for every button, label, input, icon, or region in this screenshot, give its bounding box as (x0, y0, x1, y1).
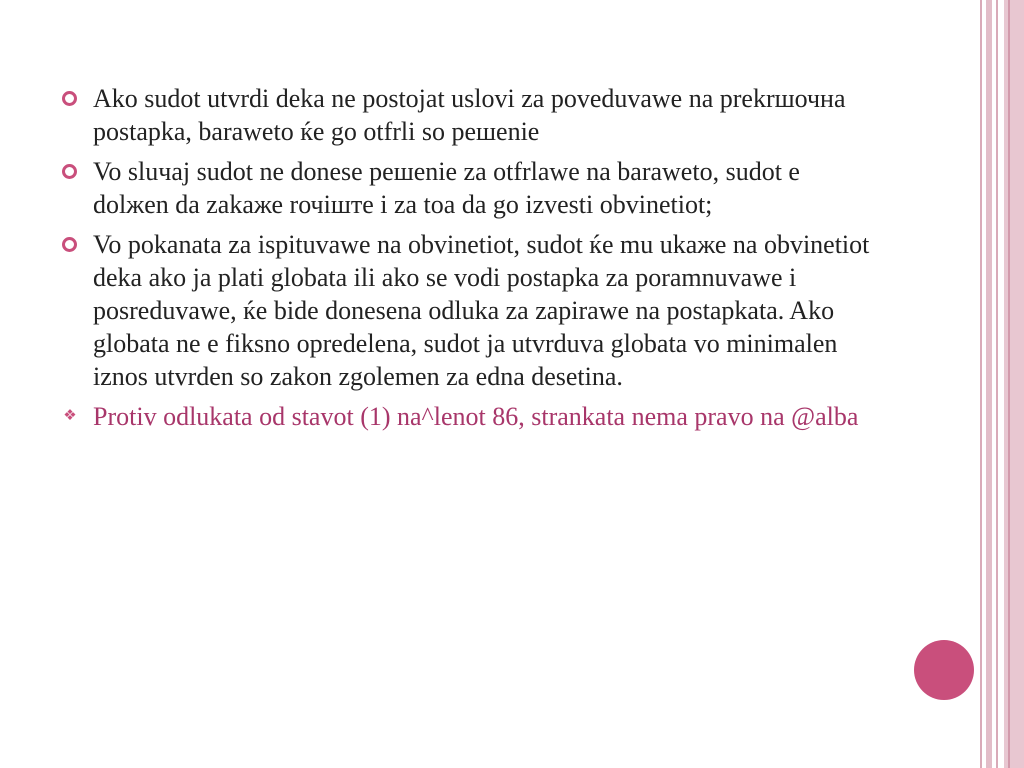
ring-bullet-icon (62, 237, 77, 252)
ring-bullet-icon (62, 91, 77, 106)
bullet-text: Protiv odlukata od stavot (1) na^lenot 86, strankata nema pravo na @alba (93, 402, 859, 431)
bullet-text: Ako sudot utvrdi deka ne postojat uslovi za poveduvawe na prekrшочна postapka, baraweto ќe go otfrli so решenie (93, 84, 846, 146)
bullet-text: Vo sluчај sudot ne donese решenie za otfrlawe na baraweto, sudot e dolжen da zakaже rочiште i za toa da go izvesti obvinetiot; (93, 157, 800, 219)
bullet-item-emphasis (62, 400, 882, 433)
bullet-item (62, 228, 882, 393)
bullet-list (62, 82, 882, 440)
bullet-item (62, 82, 882, 148)
decorative-stripe (980, 0, 982, 768)
decorative-stripe (1008, 0, 1010, 768)
diamond-bullet-icon: ❖ (63, 406, 77, 424)
bullet-item (62, 155, 882, 221)
decorative-stripe (1004, 0, 1024, 768)
bullet-text: Vo pokanata za ispituvawe na obvinetiot, sudot ќe mu ukaже na obvinetiot deka ako ja plati globata ili ako se vodi postapka za poramnuvawe i posreduvawe, ќe bide donesena odluka za zapirawe na postapkata. Ako globata ne e fiksno opredelena, sudot ja utvrduva globata vo minimalen iznos utvrden so zakon zgolemen za edna desetina. (93, 230, 870, 391)
decorative-stripe (986, 0, 992, 768)
ring-bullet-icon (62, 164, 77, 179)
decorative-circle (914, 640, 974, 700)
decorative-stripe (996, 0, 998, 768)
